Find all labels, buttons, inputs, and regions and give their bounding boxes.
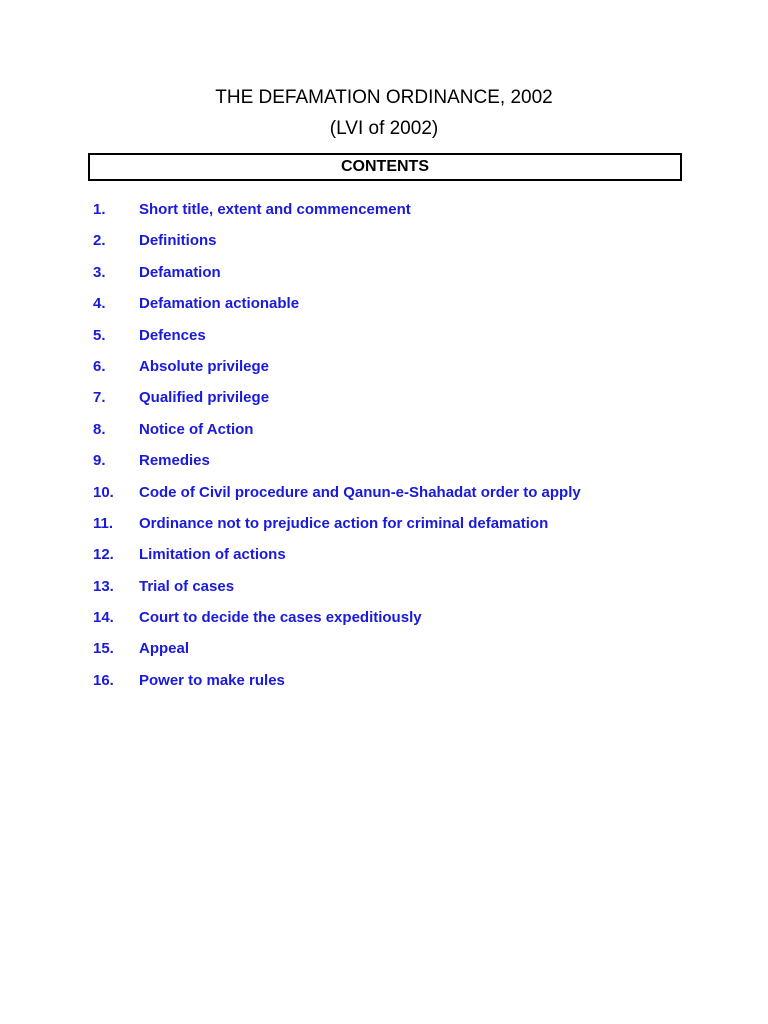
toc-item-number: 4. — [93, 295, 106, 313]
toc-item-number: 9. — [93, 452, 106, 470]
toc-item[interactable] — [0, 419, 768, 450]
table-of-contents — [0, 199, 768, 701]
toc-item-number: 12. — [93, 546, 114, 564]
toc-item-link[interactable]: Defences — [139, 326, 206, 344]
toc-item-link[interactable]: Defamation actionable — [139, 295, 300, 313]
toc-item-number: 13. — [93, 577, 114, 595]
toc-item-link[interactable]: Trial of cases — [139, 577, 235, 595]
toc-item-number: 11. — [93, 514, 114, 532]
toc-item-number: 6. — [93, 357, 106, 375]
toc-item[interactable] — [0, 638, 768, 669]
toc-item-link[interactable]: Remedies — [139, 452, 210, 470]
toc-item-number: 2. — [93, 232, 106, 250]
toc-item-number: 1. — [93, 201, 106, 218]
toc-item[interactable] — [0, 670, 768, 701]
toc-item[interactable] — [0, 199, 768, 230]
toc-item-link[interactable]: Appeal — [139, 640, 190, 658]
contents-heading: CONTENTS — [88, 153, 682, 181]
toc-item-link[interactable]: Definitions — [139, 232, 217, 250]
toc-item-link[interactable]: Notice of Action — [139, 420, 254, 438]
toc-item-number: 15. — [93, 640, 114, 658]
toc-item[interactable] — [0, 607, 768, 638]
toc-item-number: 10. — [93, 483, 114, 501]
toc-item-link[interactable]: Limitation of actions — [139, 546, 286, 564]
toc-item[interactable] — [0, 262, 768, 293]
toc-item-link[interactable]: Absolute privilege — [139, 357, 270, 375]
toc-item-number: 3. — [93, 263, 106, 281]
document-title: THE DEFAMATION ORDINANCE, 2002 — [215, 87, 553, 108]
toc-item[interactable] — [0, 576, 768, 607]
toc-item[interactable] — [0, 356, 768, 387]
toc-item[interactable] — [0, 325, 768, 356]
toc-item[interactable] — [0, 482, 768, 513]
toc-item[interactable] — [0, 293, 768, 324]
toc-item-link[interactable]: Ordinance not to prejudice action for criminal defamation — [139, 514, 549, 532]
toc-item[interactable] — [0, 387, 768, 418]
toc-item-number: 14. — [93, 609, 114, 627]
toc-item-number: 5. — [93, 326, 106, 344]
toc-item[interactable] — [0, 544, 768, 575]
toc-item-link[interactable]: Short title, extent and commencement — [139, 201, 411, 218]
document-subtitle: (LVI of 2002) — [329, 118, 439, 139]
toc-item-link[interactable]: Qualified privilege — [139, 389, 270, 407]
toc-item-link[interactable]: Court to decide the cases expeditiously — [139, 609, 422, 627]
toc-item[interactable] — [0, 230, 768, 261]
toc-item-number: 8. — [93, 420, 106, 438]
toc-item-link[interactable]: Code of Civil procedure and Qanun-e-Shahadat order to apply — [139, 483, 581, 501]
toc-item-link[interactable]: Defamation — [139, 263, 221, 281]
toc-item-link[interactable]: Power to make rules — [139, 671, 285, 689]
toc-item[interactable] — [0, 450, 768, 481]
toc-item-number: 16. — [93, 671, 114, 689]
toc-item-number: 7. — [93, 389, 106, 407]
toc-item[interactable] — [0, 513, 768, 544]
